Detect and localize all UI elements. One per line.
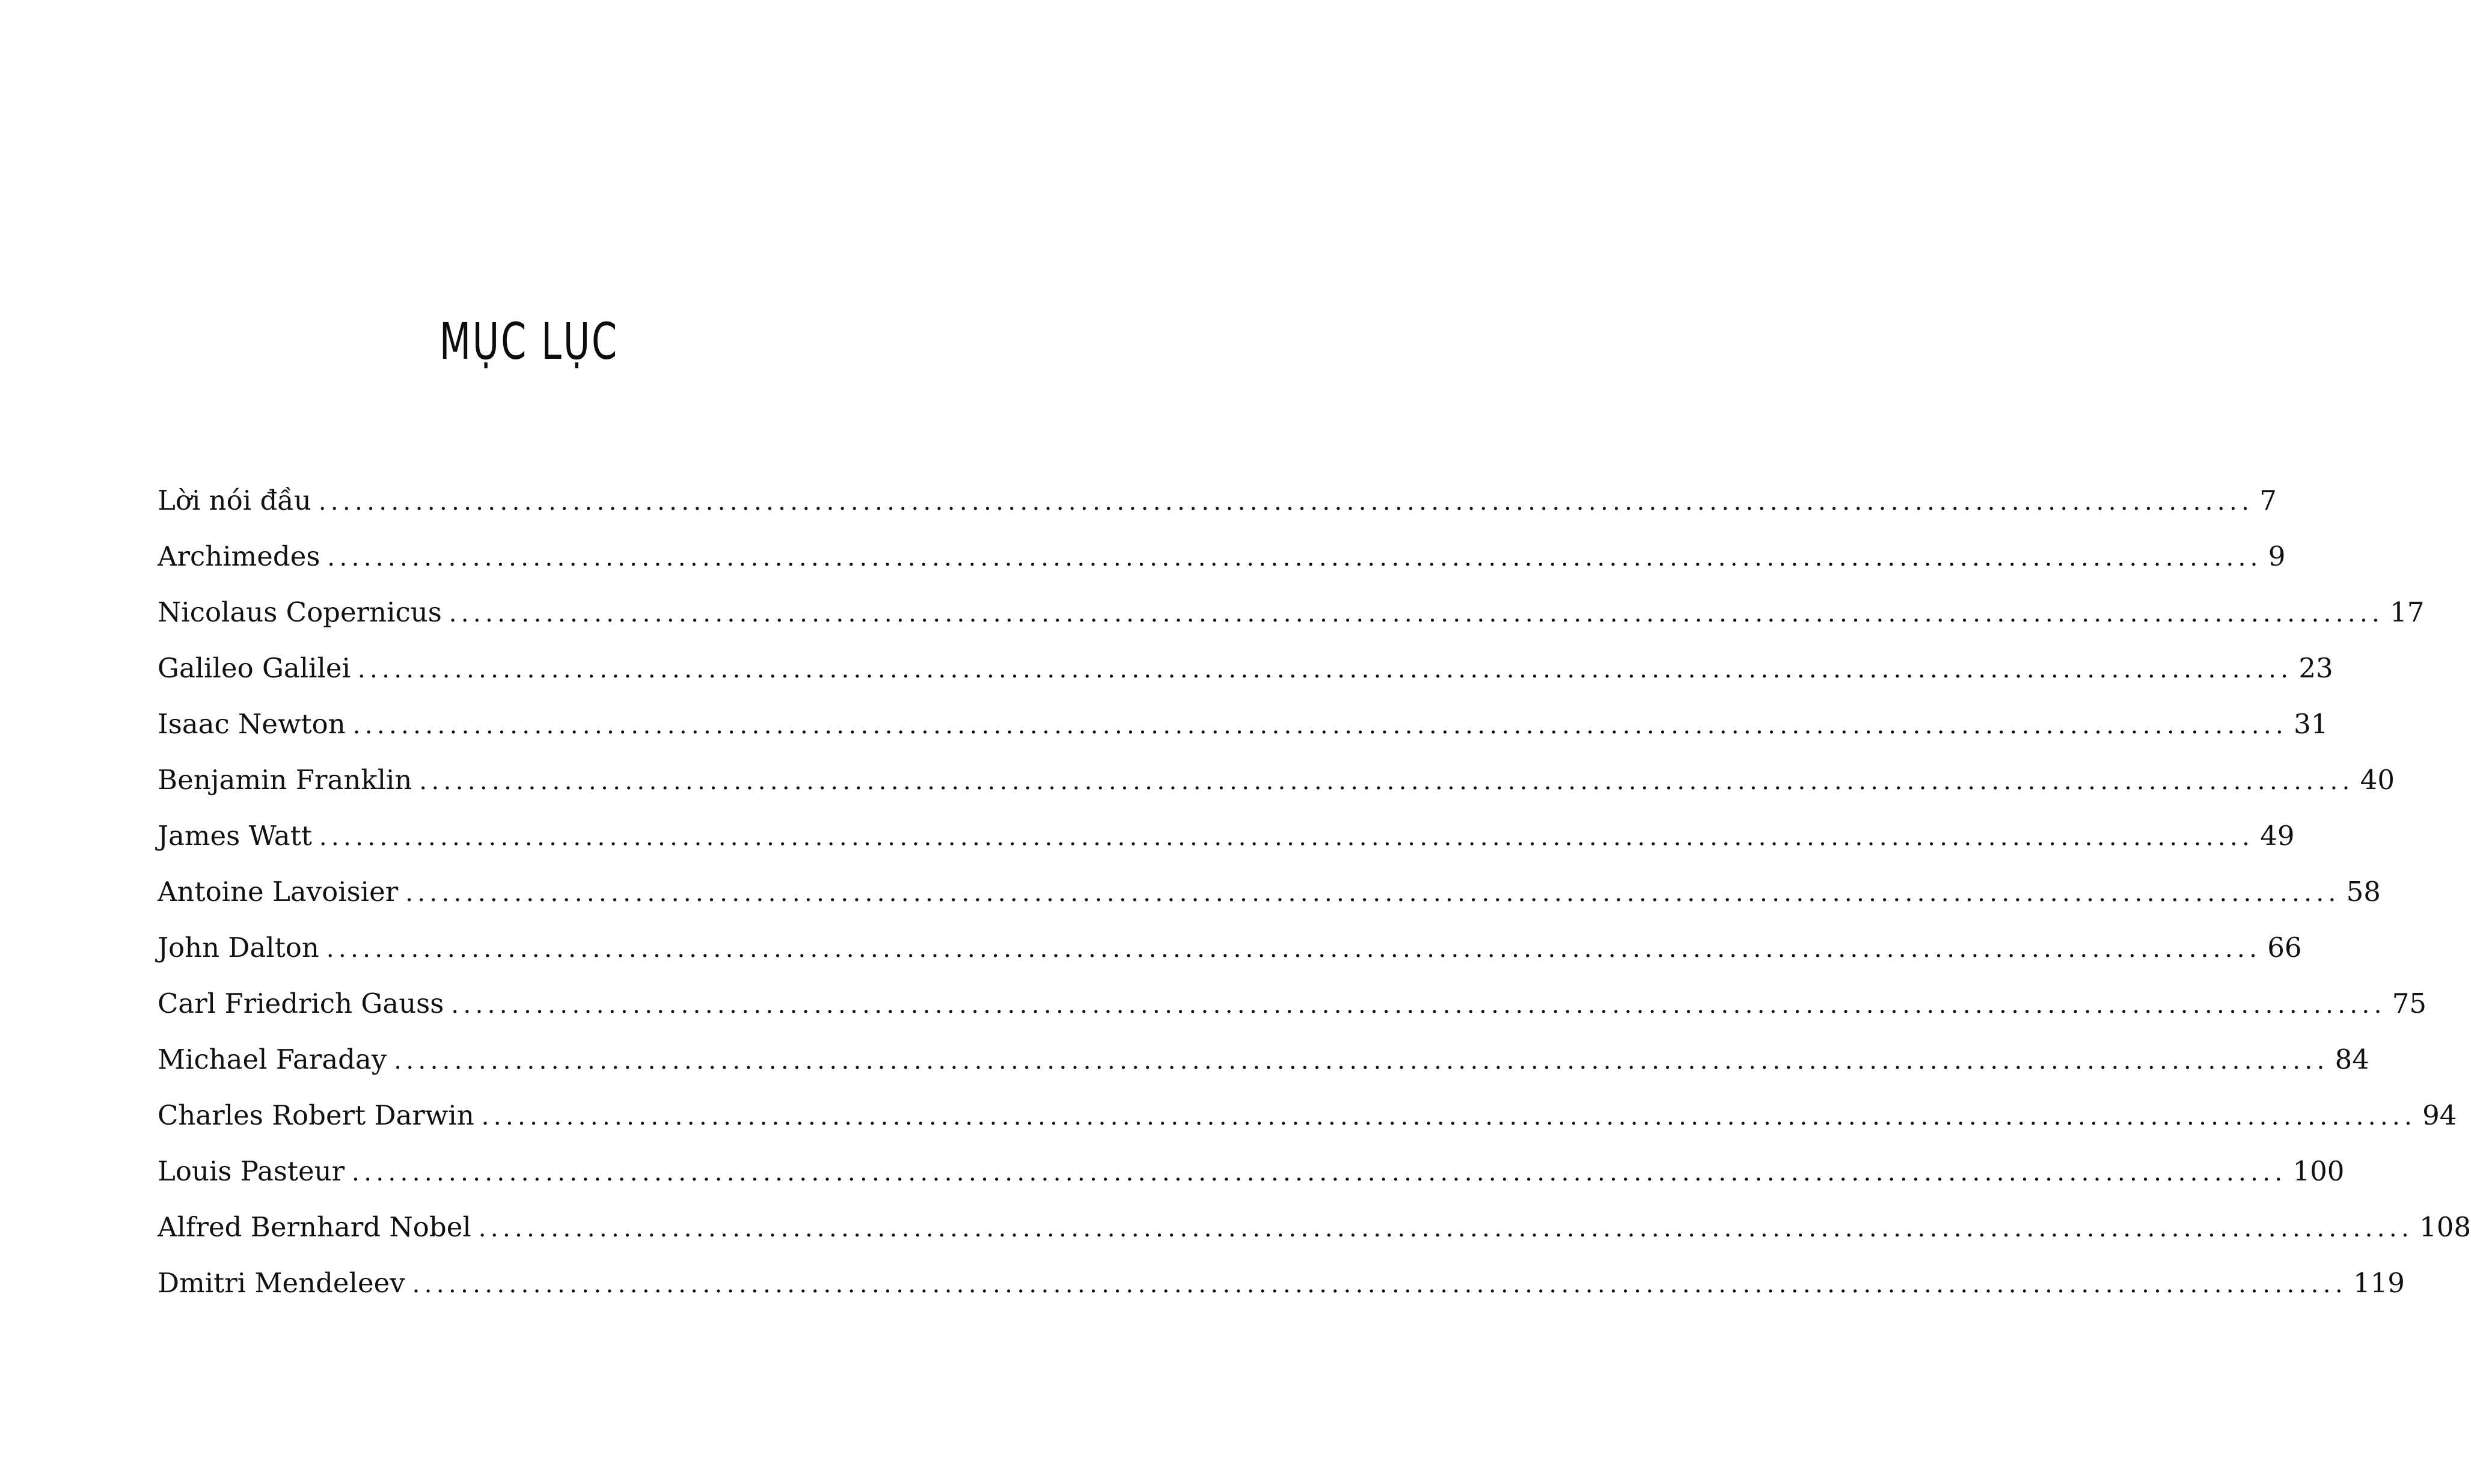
- toc-entry-page-number: 66: [2267, 932, 2302, 963]
- toc-entry[interactable]: [158, 1095, 2457, 1150]
- toc-entry-page-number: 49: [2260, 820, 2295, 852]
- dot-leader: ................................................................................................................................................................: [419, 768, 2354, 795]
- toc-entry-title: Carl Friedrich Gauss: [158, 988, 444, 1019]
- dot-leader: ................................................................................................................................................................: [326, 935, 2262, 963]
- dot-leader: ................................................................................................................................................................: [478, 1215, 2414, 1242]
- page-title: MỤC LỤC: [439, 312, 619, 371]
- toc-entry-title: Charles Robert Darwin: [158, 1099, 474, 1131]
- toc-entry-title: Michael Faraday: [158, 1043, 387, 1075]
- toc-entry[interactable]: [158, 536, 2286, 591]
- toc-entry-page-number: 58: [2346, 876, 2381, 908]
- toc-entry[interactable]: [158, 1039, 2369, 1095]
- toc-entry-page-number: 108: [2419, 1211, 2471, 1243]
- toc-entry[interactable]: [158, 983, 2427, 1039]
- toc-entry-title: Galileo Galilei: [158, 652, 351, 684]
- toc-entry-title: Antoine Lavoisier: [158, 876, 399, 908]
- toc-entry-title: Lời nói đầu: [158, 484, 311, 516]
- toc-entry-page-number: 100: [2292, 1155, 2345, 1187]
- toc-entry-title: Dmitri Mendeleev: [158, 1267, 405, 1299]
- toc-entry-title: Isaac Newton: [158, 708, 346, 740]
- toc-entry-page-number: 40: [2360, 764, 2395, 796]
- toc-entry-title: John Dalton: [158, 932, 319, 963]
- dot-leader: ................................................................................................................................................................: [481, 1103, 2417, 1131]
- toc-entry-page-number: 9: [2268, 540, 2286, 572]
- toc-entry[interactable]: [158, 1150, 2345, 1206]
- dot-leader: ................................................................................................................................................................: [352, 712, 2288, 739]
- toc-entry-page-number: 94: [2422, 1099, 2457, 1131]
- dot-leader: ................................................................................................................................................................: [412, 1271, 2348, 1298]
- dot-leader: ................................................................................................................................................................: [449, 600, 2384, 627]
- table-of-contents: [158, 480, 2471, 1318]
- toc-entry[interactable]: [158, 647, 2333, 703]
- toc-entry-title: Nicolaus Copernicus: [158, 596, 442, 628]
- toc-entry-page-number: 75: [2392, 988, 2427, 1019]
- toc-entry[interactable]: [158, 815, 2295, 871]
- toc-entry-page-number: 119: [2353, 1267, 2405, 1299]
- dot-leader: ................................................................................................................................................................: [394, 1047, 2329, 1075]
- toc-entry-title: Alfred Bernhard Nobel: [158, 1211, 471, 1243]
- toc-entry-title: James Watt: [158, 820, 312, 852]
- toc-entry[interactable]: [158, 871, 2381, 927]
- dot-leader: ................................................................................................................................................................: [318, 488, 2254, 516]
- toc-entry-page-number: 31: [2294, 708, 2329, 740]
- toc-entry-title: Louis Pasteur: [158, 1155, 345, 1187]
- dot-leader: ................................................................................................................................................................: [405, 879, 2341, 907]
- dot-leader: ................................................................................................................................................................: [352, 1159, 2287, 1186]
- toc-entry[interactable]: [158, 1206, 2471, 1262]
- toc-entry-title: Benjamin Franklin: [158, 764, 412, 796]
- toc-entry-title: Archimedes: [158, 540, 320, 572]
- toc-entry[interactable]: [158, 480, 2277, 536]
- toc-entry[interactable]: [158, 759, 2395, 815]
- toc-entry-page-number: 17: [2390, 596, 2425, 628]
- toc-entry[interactable]: [158, 703, 2329, 759]
- toc-entry[interactable]: [158, 927, 2302, 983]
- dot-leader: ................................................................................................................................................................: [451, 991, 2386, 1019]
- toc-entry[interactable]: [158, 591, 2425, 647]
- toc-entry-page-number: 23: [2298, 652, 2333, 684]
- toc-entry[interactable]: [158, 1262, 2405, 1318]
- dot-leader: ................................................................................................................................................................: [357, 656, 2293, 683]
- dot-leader: ................................................................................................................................................................: [319, 823, 2255, 851]
- toc-entry-page-number: 84: [2335, 1043, 2369, 1075]
- dot-leader: ................................................................................................................................................................: [327, 544, 2262, 572]
- toc-entry-page-number: 7: [2259, 484, 2277, 516]
